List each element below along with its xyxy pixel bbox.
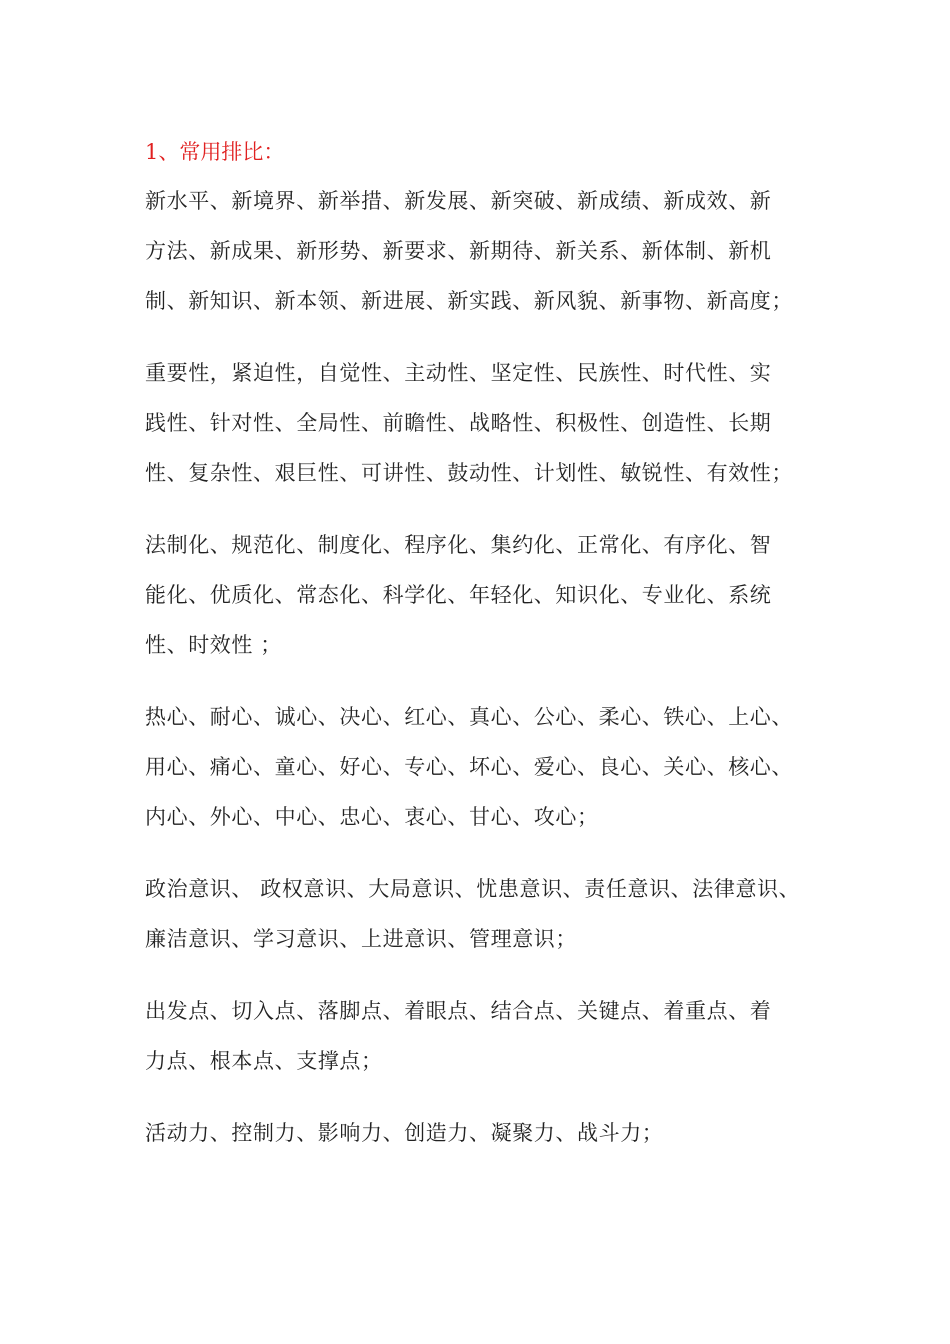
paragraph-line: 热心、耐心、诚心、决心、红心、真心、公心、柔心、铁心、上心、 (145, 705, 793, 729)
paragraph-line: 重要性，紧迫性，自觉性、主动性、坚定性、民族性、时代性、实 (145, 361, 772, 385)
paragraph-line: 性、复杂性、艰巨性、可讲性、鼓动性、计划性、敏锐性、有效性； (145, 461, 793, 485)
paragraph-line: 活动力、控制力、影响力、创造力、凝聚力、战斗力； (145, 1121, 664, 1145)
paragraph-line: 政治意识、 政权意识、大局意识、忧患意识、责任意识、法律意识、 (145, 877, 801, 901)
paragraph-line: 内心、外心、中心、忠心、衷心、甘心、攻心； (145, 805, 599, 829)
paragraph-line: 方法、新成果、新形势、新要求、新期待、新关系、新体制、新机 (145, 239, 772, 263)
paragraph-line: 能化、优质化、常态化、科学化、年轻化、知识化、专业化、系统 (145, 583, 772, 607)
paragraph-yishi-terms (145, 864, 800, 964)
paragraph-line: 性、时效性 ； (145, 633, 282, 657)
paragraph-line: 践性、针对性、全局性、前瞻性、战略性、积极性、创造性、长期 (145, 411, 772, 435)
paragraph-xing-terms (145, 348, 793, 498)
paragraph-line: 力点、根本点、支撑点； (145, 1049, 383, 1073)
paragraph-line: 用心、痛心、童心、好心、专心、坏心、爱心、良心、关心、核心、 (145, 755, 793, 779)
paragraph-line: 廉洁意识、学习意识、上进意识、管理意识； (145, 927, 577, 951)
paragraph-line: 法制化、规范化、制度化、程序化、集约化、正常化、有序化、智 (145, 533, 772, 557)
paragraph-xin-terms (145, 692, 793, 842)
paragraph-dian-terms (145, 986, 771, 1086)
paragraph-new-terms (145, 176, 793, 326)
section-heading: 1、常用排比： (145, 140, 285, 164)
paragraph-line: 出发点、切入点、落脚点、着眼点、结合点、关键点、着重点、着 (145, 999, 772, 1023)
paragraph-hua-terms (145, 520, 771, 670)
paragraph-li-terms (145, 1108, 663, 1158)
paragraph-line: 制、新知识、新本领、新进展、新实践、新风貌、新事物、新高度； (145, 289, 793, 313)
paragraph-line: 新水平、新境界、新举措、新发展、新突破、新成绩、新成效、新 (145, 189, 772, 213)
